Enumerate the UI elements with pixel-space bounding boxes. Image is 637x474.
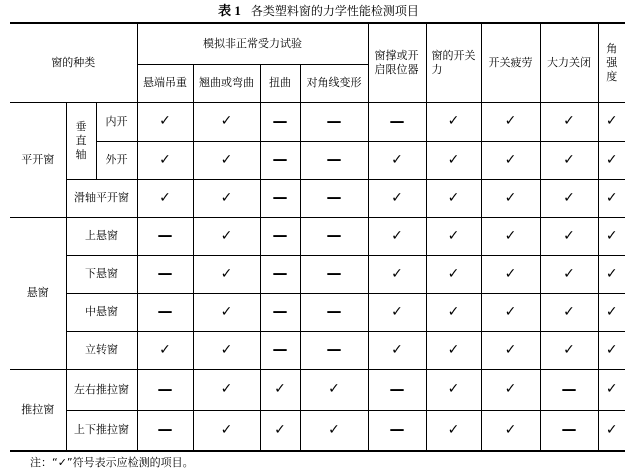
cell-diagonal <box>300 217 368 255</box>
cell-force-close <box>540 179 598 217</box>
cell-force-close <box>540 141 598 179</box>
cell-bending <box>193 331 260 369</box>
check-mark-icon: ✓ <box>447 151 460 168</box>
cell-opening-force <box>426 331 481 369</box>
table-row <box>10 179 625 217</box>
header-bending: 翘曲或弯曲 <box>193 64 260 102</box>
test-items-table <box>10 22 625 452</box>
check-mark-icon: ✓ <box>391 341 403 358</box>
check-mark-icon: ✓ <box>391 227 403 244</box>
cell-diagonal <box>300 293 368 331</box>
cell-bending <box>193 255 260 293</box>
cell-corner-strength <box>598 255 625 293</box>
cell-hanging-weight <box>137 102 193 141</box>
cell-stay <box>368 369 426 410</box>
cell-corner-strength <box>598 331 625 369</box>
table-row <box>10 293 625 331</box>
dash-mark-icon: — <box>561 420 577 439</box>
cell-opening-force <box>426 217 481 255</box>
dash-mark-icon: — <box>389 420 405 439</box>
check-mark-icon: ✓ <box>563 189 575 206</box>
cell-opening-force <box>426 102 481 141</box>
cell-hanging-weight <box>137 255 193 293</box>
check-mark-icon: ✓ <box>504 189 517 206</box>
check-mark-icon: ✓ <box>447 421 460 438</box>
header-twist: 扭曲 <box>260 64 300 102</box>
cell-bending <box>193 102 260 141</box>
group-vertical-axis: 垂直轴 <box>66 102 96 179</box>
row-label-sliding-axis: 滑轴平开窗 <box>66 179 137 217</box>
table-row <box>10 255 625 293</box>
cell-hanging-weight <box>137 293 193 331</box>
table-row <box>10 141 625 179</box>
check-mark-icon: ✓ <box>447 341 460 358</box>
check-mark-icon: ✓ <box>504 421 517 438</box>
row-label-top-hung: 上悬窗 <box>66 217 137 255</box>
cell-stay <box>368 255 426 293</box>
cell-stay <box>368 410 426 451</box>
check-mark-icon: ✓ <box>504 341 517 358</box>
cell-hanging-weight <box>137 410 193 451</box>
cell-fatigue <box>481 255 540 293</box>
row-label-bottom-hung: 下悬窗 <box>66 255 137 293</box>
cell-opening-force <box>426 255 481 293</box>
cell-stay <box>368 141 426 179</box>
group-casement: 平开窗 <box>10 102 66 217</box>
check-mark-icon: ✓ <box>159 151 171 168</box>
cell-diagonal <box>300 179 368 217</box>
check-mark-icon: ✓ <box>328 421 340 438</box>
cell-corner-strength <box>598 102 625 141</box>
header-hanging-weight: 悬端吊重 <box>137 64 193 102</box>
cell-bending <box>193 293 260 331</box>
cell-hanging-weight <box>137 369 193 410</box>
check-mark-icon: ✓ <box>447 265 460 282</box>
table-row <box>10 331 625 369</box>
check-mark-icon: ✓ <box>220 113 233 129</box>
table-row <box>10 102 625 141</box>
check-mark-icon: ✓ <box>563 113 575 129</box>
dash-mark-icon: — <box>326 188 342 206</box>
group-hung: 悬窗 <box>10 217 66 369</box>
cell-force-close <box>540 293 598 331</box>
check-mark-icon: ✓ <box>605 381 618 397</box>
cell-twist <box>260 331 300 369</box>
cell-corner-strength <box>598 410 625 451</box>
check-mark-icon: ✓ <box>447 303 460 320</box>
table-number: 表 1 <box>218 3 241 18</box>
cell-twist <box>260 102 300 141</box>
check-mark-icon: ✓ <box>391 189 403 206</box>
dash-mark-icon: — <box>389 379 405 398</box>
check-mark-icon: ✓ <box>220 341 233 358</box>
dash-mark-icon: — <box>157 226 173 244</box>
cell-twist <box>260 255 300 293</box>
cell-bending <box>193 217 260 255</box>
table-row <box>10 217 625 255</box>
cell-corner-strength <box>598 141 625 179</box>
dash-mark-icon: — <box>326 340 342 358</box>
dash-mark-icon: — <box>272 188 288 206</box>
check-mark-icon: ✓ <box>563 303 575 320</box>
header-stay: 窗撑或开启限位器 <box>368 23 426 102</box>
cell-corner-strength <box>598 369 625 410</box>
dash-mark-icon: — <box>326 264 342 282</box>
table-caption: 各类塑料窗的力学性能检测项目 <box>250 4 419 18</box>
check-mark-icon: ✓ <box>563 265 575 282</box>
dash-mark-icon: — <box>157 379 173 398</box>
check-mark-icon: ✓ <box>447 113 460 129</box>
table-note: 注：“✓”符号表示应检测的项目。 <box>30 456 194 469</box>
check-mark-icon: ✓ <box>504 151 517 168</box>
check-mark-icon: ✓ <box>447 227 460 244</box>
check-mark-icon: ✓ <box>605 303 618 320</box>
cell-fatigue <box>481 217 540 255</box>
check-mark-icon: ✓ <box>391 265 403 282</box>
dash-mark-icon: — <box>157 420 173 439</box>
check-mark-icon: ✓ <box>504 113 517 129</box>
dash-mark-icon: — <box>326 150 342 168</box>
check-mark-icon: ✓ <box>159 189 171 206</box>
dash-mark-icon: — <box>561 379 577 398</box>
dash-mark-icon: — <box>272 111 288 130</box>
group-sliding: 推拉窗 <box>10 369 66 451</box>
row-label-horizontal-sliding: 左右推拉窗 <box>66 369 137 410</box>
check-mark-icon: ✓ <box>563 341 575 358</box>
cell-hanging-weight <box>137 217 193 255</box>
cell-force-close <box>540 217 598 255</box>
cell-fatigue <box>481 141 540 179</box>
dash-mark-icon: — <box>326 226 342 244</box>
cell-opening-force <box>426 293 481 331</box>
check-mark-icon: ✓ <box>220 421 233 438</box>
cell-fatigue <box>481 410 540 451</box>
cell-diagonal <box>300 255 368 293</box>
header-abnormal-force-group: 模拟非正常受力试验 <box>137 23 368 64</box>
table-title <box>0 3 637 20</box>
cell-opening-force <box>426 179 481 217</box>
cell-twist <box>260 217 300 255</box>
check-mark-icon: ✓ <box>391 151 403 168</box>
check-mark-icon: ✓ <box>159 341 171 358</box>
check-mark-icon: ✓ <box>605 151 618 168</box>
header-fatigue: 开关疲劳 <box>481 23 540 102</box>
header-opening-force: 窗的开关力 <box>426 23 481 102</box>
dash-mark-icon: — <box>157 264 173 282</box>
check-mark-icon: ✓ <box>605 113 618 129</box>
check-mark-icon: ✓ <box>220 303 233 320</box>
cell-fatigue <box>481 102 540 141</box>
check-mark-icon: ✓ <box>447 381 460 397</box>
cell-bending <box>193 410 260 451</box>
row-label-vertical-pivot: 立转窗 <box>66 331 137 369</box>
cell-twist <box>260 179 300 217</box>
cell-force-close <box>540 369 598 410</box>
cell-opening-force <box>426 410 481 451</box>
cell-stay <box>368 331 426 369</box>
cell-opening-force <box>426 369 481 410</box>
check-mark-icon: ✓ <box>504 265 517 282</box>
check-mark-icon: ✓ <box>605 421 618 438</box>
table-row <box>10 369 625 410</box>
check-mark-icon: ✓ <box>274 421 286 438</box>
cell-hanging-weight <box>137 141 193 179</box>
cell-fatigue <box>481 179 540 217</box>
check-mark-icon: ✓ <box>220 381 233 397</box>
dash-mark-icon: — <box>272 302 288 320</box>
check-mark-icon: ✓ <box>563 151 575 168</box>
check-mark-icon: ✓ <box>605 341 618 358</box>
cell-force-close <box>540 102 598 141</box>
cell-force-close <box>540 331 598 369</box>
cell-corner-strength <box>598 293 625 331</box>
cell-opening-force <box>426 141 481 179</box>
row-label-inward: 内开 <box>96 102 137 141</box>
cell-bending <box>193 369 260 410</box>
header-diagonal: 对角线变形 <box>300 64 368 102</box>
cell-hanging-weight <box>137 331 193 369</box>
cell-stay <box>368 217 426 255</box>
check-mark-icon: ✓ <box>504 227 517 244</box>
cell-stay <box>368 102 426 141</box>
cell-diagonal <box>300 369 368 410</box>
check-mark-icon: ✓ <box>605 227 618 244</box>
row-label-vertical-sliding: 上下推拉窗 <box>66 410 137 451</box>
table-row <box>10 410 625 451</box>
cell-diagonal <box>300 331 368 369</box>
cell-twist <box>260 369 300 410</box>
cell-corner-strength <box>598 179 625 217</box>
cell-force-close <box>540 410 598 451</box>
cell-stay <box>368 179 426 217</box>
dash-mark-icon: — <box>272 264 288 282</box>
dash-mark-icon: — <box>389 111 405 130</box>
cell-force-close <box>540 255 598 293</box>
check-mark-icon: ✓ <box>563 227 575 244</box>
row-label-outward: 外开 <box>96 141 137 179</box>
header-force-close: 大力关闭 <box>540 23 598 102</box>
check-mark-icon: ✓ <box>220 189 233 206</box>
check-mark-icon: ✓ <box>220 265 233 282</box>
header-window-type: 窗的种类 <box>10 23 137 102</box>
cell-hanging-weight <box>137 179 193 217</box>
check-mark-icon: ✓ <box>605 265 618 282</box>
check-mark-icon: ✓ <box>220 227 233 244</box>
cell-corner-strength <box>598 217 625 255</box>
dash-mark-icon: — <box>326 302 342 320</box>
dash-mark-icon: — <box>272 340 288 358</box>
cell-fatigue <box>481 369 540 410</box>
dash-mark-icon: — <box>157 302 173 320</box>
cell-bending <box>193 179 260 217</box>
header-corner-strength: 角强度 <box>598 23 625 102</box>
row-label-center-hung: 中悬窗 <box>66 293 137 331</box>
cell-twist <box>260 410 300 451</box>
cell-twist <box>260 141 300 179</box>
cell-fatigue <box>481 331 540 369</box>
check-mark-icon: ✓ <box>447 189 460 206</box>
cell-diagonal <box>300 141 368 179</box>
cell-diagonal <box>300 410 368 451</box>
check-mark-icon: ✓ <box>504 303 517 320</box>
cell-diagonal <box>300 102 368 141</box>
cell-bending <box>193 141 260 179</box>
check-mark-icon: ✓ <box>328 381 340 397</box>
cell-twist <box>260 293 300 331</box>
check-mark-icon: ✓ <box>274 381 286 397</box>
dash-mark-icon: — <box>326 111 342 130</box>
check-mark-icon: ✓ <box>605 189 618 206</box>
check-mark-icon: ✓ <box>220 151 233 168</box>
check-mark-icon: ✓ <box>159 113 171 129</box>
dash-mark-icon: — <box>272 226 288 244</box>
check-mark-icon: ✓ <box>391 303 403 320</box>
cell-fatigue <box>481 293 540 331</box>
dash-mark-icon: — <box>272 150 288 168</box>
cell-stay <box>368 293 426 331</box>
check-mark-icon: ✓ <box>504 381 517 397</box>
